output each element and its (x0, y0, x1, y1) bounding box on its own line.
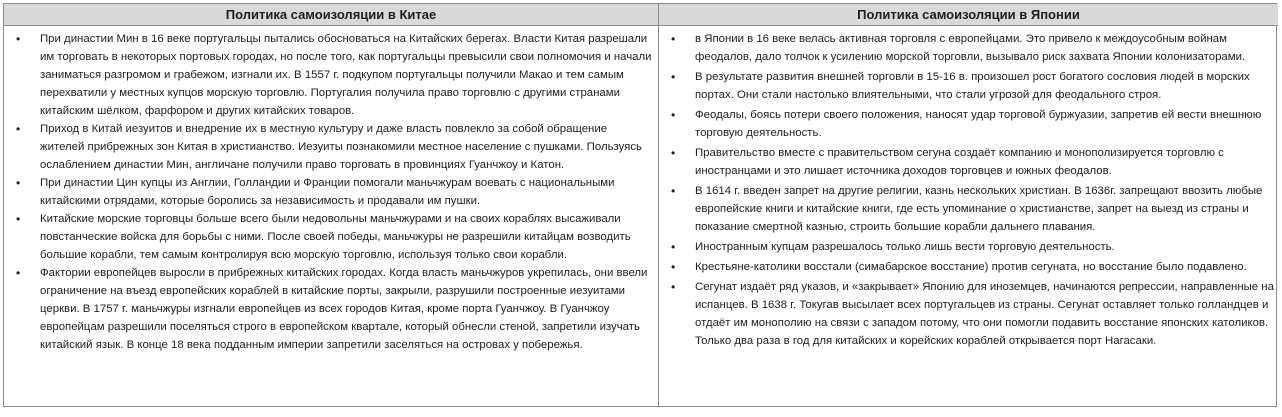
japan-item-text: Феодалы, боясь потери своего положения, наносят удар торговой буржуазии, запретив ей вести внешнюю торговую деятельность. (695, 109, 1262, 139)
china-list-item (14, 30, 654, 120)
japan-item-text: Правительство вместе с правительством сегуна создаёт компанию и монополизируется торговлю с иностранцами и это лишает источника доходов торговцев и южных феодалов. (695, 147, 1224, 177)
japan-item-text: Крестьяне-католики восстали (симабарское восстание) против сегуната, но восстание было подавлено. (695, 261, 1247, 273)
japan-list-item (669, 258, 1274, 276)
china-item-text: Китайские морские торговцы больше всего были недовольны маньчжурами и на своих кораблях высаживали повстанческие войска для борьбы с ними. После своей победы, маньчжуры не разрешили китайцам возводить большие корабли, тем самым контролируя всю морскую торговлю, используя только свои корабли. (40, 213, 631, 261)
japan-list-item (669, 106, 1274, 142)
bullet-icon: • (16, 212, 21, 226)
japan-item-text: Иностранным купцам разрешалось только лишь вести торговую деятельность. (695, 241, 1115, 253)
japan-list-item (669, 144, 1274, 180)
china-item-text: При династии Цин купцы из Англии, Голландии и Франции помогали маньчжурам воевать с национальными китайскими отрядами, которые боролись за независимость и продавали им пушки. (40, 177, 615, 207)
china-column (4, 26, 659, 406)
china-list-item (14, 264, 654, 354)
china-item-text: При династии Мин в 16 веке португальцы пытались обосноваться на Китайских берегах. Власти Китая разрешали им торговать в некоторых портовых городах, но после того, как португальцы превысили свои полномочия и начали заниматься разгромом и грабежом, изгнали их. В 1557 г. подкупом португальцы получили Макао и тем самым перехватили у местных купцов морскую торговлю. Португалия получила право торговлю с другими странами китайским шёлком, фарфором и других китайских товаров. (40, 33, 652, 117)
header-japan: Политика самоизоляции в Японии (659, 4, 1278, 26)
japan-list-item (669, 182, 1274, 236)
bullet-icon: • (671, 146, 676, 160)
bullet-icon: • (16, 32, 21, 46)
header-china: Политика самоизоляции в Китае (4, 4, 659, 26)
bullet-icon: • (16, 176, 21, 190)
china-list-item (14, 210, 654, 264)
bullet-icon: • (671, 240, 676, 254)
bullet-icon: • (671, 70, 676, 84)
japan-list-item (669, 278, 1274, 350)
japan-list-item (669, 30, 1274, 66)
japan-item-text: Сегунат издаёт ряд указов, и «закрывает» Японию для иноземцев, начинаются репрессии, направленные на испанцев. В 1638 г. Токугав высылает всех португальцев из страны. Сегунат оставляет только голландцев и отдаёт им монополию на связи с западом потому, что они помогли подавить восстание японских католиков. Только два раза в год для китайских и корейских кораблей открывается порт Нагасаки. (695, 281, 1274, 347)
bullet-icon: • (671, 280, 676, 294)
bullet-icon: • (16, 266, 21, 280)
bullet-icon: • (671, 32, 676, 46)
china-list-item (14, 120, 654, 174)
comparison-table (3, 3, 1277, 407)
china-item-text: Приход в Китай иезуитов и внедрение их в местную культуру и даже власть повлекло за собой обращение жителей прибрежных зон Китая в христианство. Иезуиты познакомили местное население с пушками. Пользуясь ослаблением династии Мин, англичане получили право торговать в провинциях Гуанчжоу и Катон. (40, 123, 642, 171)
japan-item-text: В 1614 г. введен запрет на другие религии, казнь нескольких христиан. В 1636г. запрещают ввозить любые европейские книги и китайские книги, где есть упоминание о христианстве, запрет на выезд из страны и показание смертной казнью, строить большие корабли дальнего плавания. (695, 185, 1263, 233)
bullet-icon: • (671, 184, 676, 198)
japan-column (659, 26, 1278, 406)
japan-list-item (669, 238, 1274, 256)
bullet-icon: • (671, 108, 676, 122)
china-list-item (14, 174, 654, 210)
bullet-icon: • (16, 122, 21, 136)
japan-item-text: в Японии в 16 веке велась активная торговля с европейцами. Это привело к междоусобным войнам феодалов, дало толчок к усилению морской торговли, вызывало риск захвата Японии колонизаторами. (695, 33, 1246, 63)
bullet-icon: • (671, 260, 676, 274)
japan-list-item (669, 68, 1274, 104)
japan-item-text: В результате развития внешней торговли в 15-16 в. произошел рост богатого сословия людей в морских портах. Они стали настолько влиятельными, что стали угрозой для феодального строя. (695, 71, 1250, 101)
china-item-text: Фактории европейцев выросли в прибрежных китайских городах. Когда власть маньчжуров укрепилась, они ввели ограничение на въезд европейских кораблей в китайские порты, закрыли, разрушили построенные иезуитами церкви. В 1757 г. маньчжуры изгнали европейцев из всех городов Китая, кроме порта Гуанчжоу. В Гуанчжоу европейцам разрешили поселяться строго в европейском квартале, который обнесли стеной, запретили изучать китайский язык. В конце 18 века подданным империи запретили заселяться на островах у побережья. (40, 267, 648, 351)
